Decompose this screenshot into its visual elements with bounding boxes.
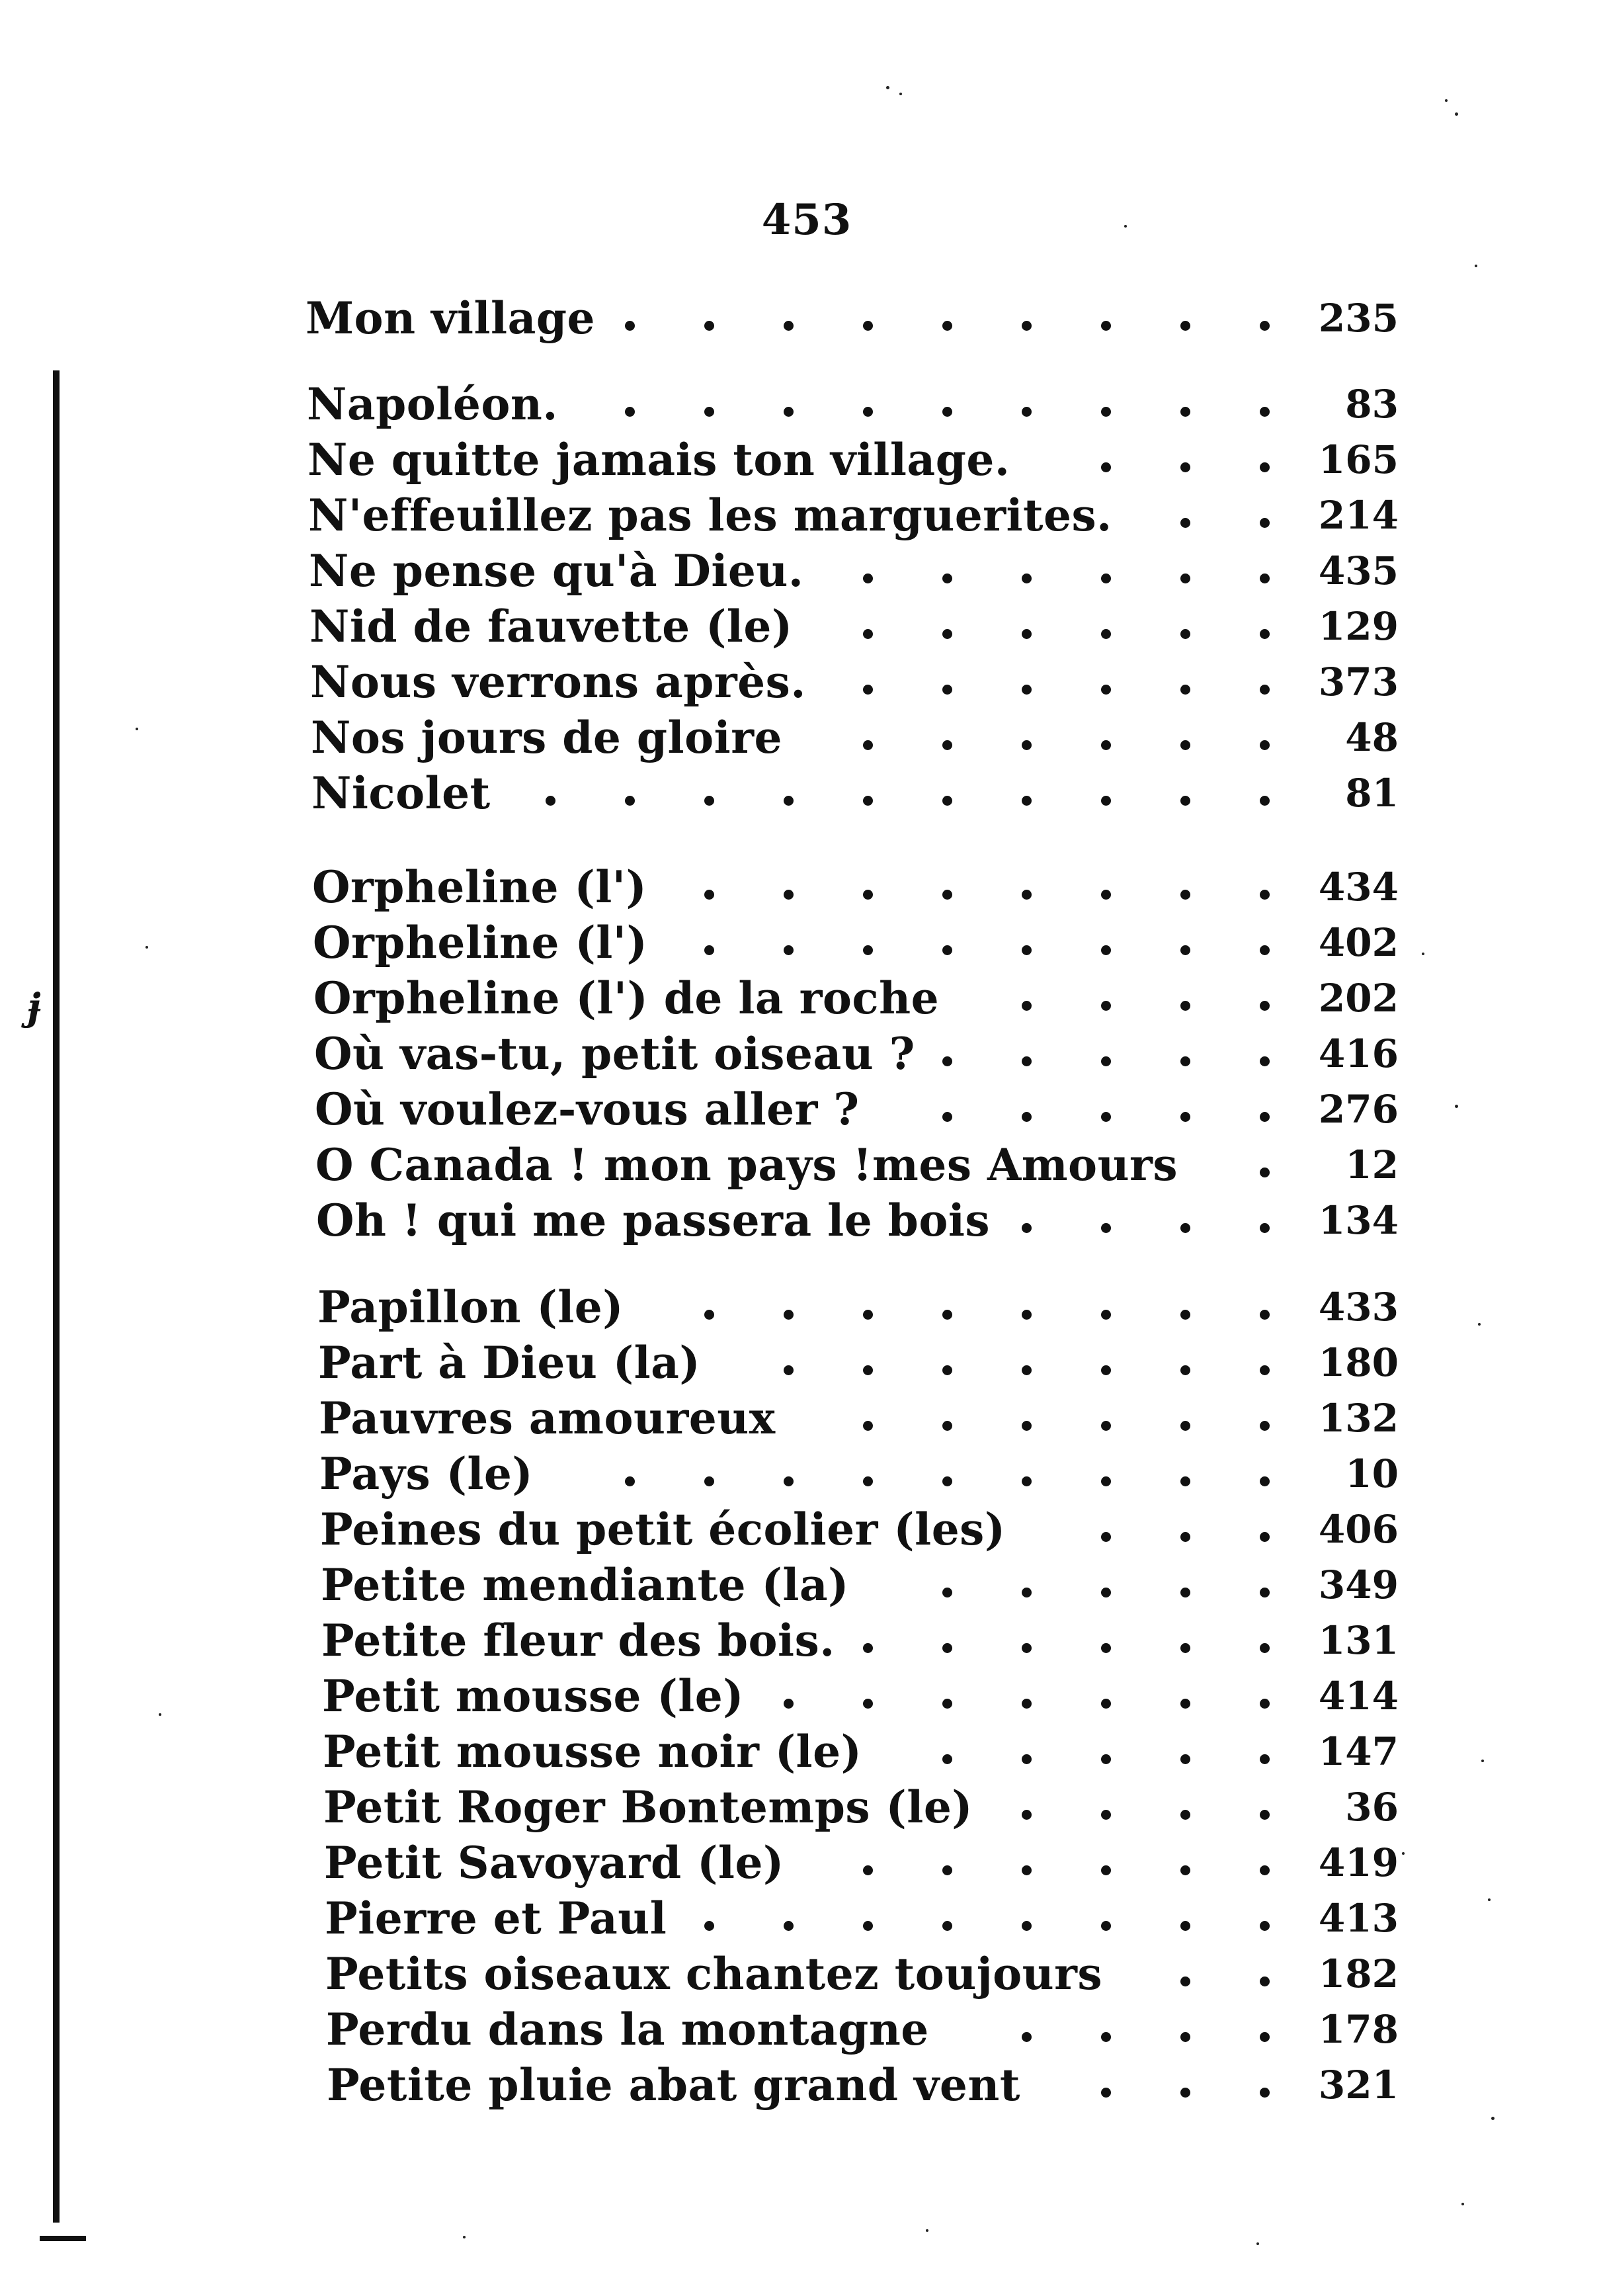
- leader-dot: [704, 1921, 714, 1931]
- leader-dot: [942, 945, 952, 955]
- entry-title: Ne quitte jamais ton village.: [308, 434, 1010, 486]
- leader-dot: [1101, 1310, 1111, 1320]
- index-entry: [311, 710, 1399, 765]
- leader-dot: [1101, 1588, 1111, 1597]
- page-number: 453: [761, 195, 852, 245]
- scan-speck: [145, 946, 148, 949]
- leader-dot: [1022, 1001, 1032, 1011]
- entry-page-number: 12: [1345, 1142, 1399, 1187]
- leader-dot: [1260, 796, 1270, 806]
- leader-dot: [863, 1310, 873, 1320]
- entry-title: Nid de fauvette (le): [309, 601, 793, 652]
- leader-dot: [704, 407, 714, 417]
- leader-dot: [863, 1865, 873, 1875]
- leader-dot: [1022, 1588, 1032, 1597]
- leader-dot: [1180, 1810, 1190, 1820]
- leader-dot: [625, 796, 635, 806]
- entry-title: Où voulez-vous aller ?: [315, 1084, 860, 1135]
- leader-dot: [942, 796, 952, 806]
- leader-dot: [1180, 1112, 1190, 1122]
- leader-dot: [1180, 945, 1190, 955]
- index-entry: [306, 291, 1399, 345]
- scan-speck: [886, 86, 889, 89]
- index-entry: [308, 433, 1399, 487]
- entry-title: Orpheline (l'): [313, 917, 648, 968]
- leader-dot: [1260, 1865, 1270, 1875]
- index-entry: [326, 2002, 1399, 2057]
- leader-dot: [1180, 1588, 1190, 1597]
- leader-dot: [784, 321, 794, 331]
- index-entry: [309, 544, 1399, 598]
- entry-page-number: 435: [1318, 548, 1399, 593]
- leader-dot: [942, 1754, 952, 1764]
- index-entry: [325, 1947, 1399, 2001]
- leader-dot: [1101, 796, 1111, 806]
- leader-dot: [1101, 1223, 1111, 1233]
- entry-page-number: 402: [1318, 920, 1399, 965]
- leader-dot: [1022, 1865, 1032, 1875]
- leader-dot: [1180, 2088, 1190, 2098]
- leader-dot: [1022, 1810, 1032, 1820]
- leader-dot: [942, 321, 952, 331]
- leader-dot: [942, 740, 952, 750]
- entry-title: Perdu dans la montagne: [326, 2004, 929, 2055]
- leader-dot: [1101, 685, 1111, 695]
- leader-dot: [863, 945, 873, 955]
- leader-dot: [863, 321, 873, 331]
- leader-dot: [1101, 1754, 1111, 1764]
- index-entry: [325, 1891, 1399, 1945]
- leader-dot: [704, 945, 714, 955]
- entry-page-number: 419: [1318, 1840, 1399, 1885]
- index-entry: [312, 860, 1399, 914]
- scan-speck: [1124, 225, 1127, 228]
- leader-dot: [1180, 1421, 1190, 1431]
- leader-dot: [1101, 1476, 1111, 1486]
- entry-page-number: 165: [1318, 437, 1399, 482]
- leader-dot: [1260, 740, 1270, 750]
- index-entry: [314, 1027, 1399, 1081]
- leader-dot: [1101, 574, 1111, 583]
- index-entry: [310, 655, 1399, 709]
- leader-dot: [942, 1310, 952, 1320]
- scan-speck: [1422, 953, 1424, 955]
- entry-page-number: 202: [1318, 976, 1399, 1021]
- leader-dot: [1022, 890, 1032, 900]
- scan-speck: [899, 93, 902, 95]
- leader-dot: [1101, 2088, 1111, 2098]
- leader-dot: [1180, 1754, 1190, 1764]
- entry-title: Petit mousse (le): [322, 1670, 745, 1722]
- leader-dot: [863, 629, 873, 639]
- scan-speck: [1475, 265, 1477, 267]
- leader-dot: [1180, 1921, 1190, 1931]
- leader-dot: [1260, 629, 1270, 639]
- leader-dot: [704, 796, 714, 806]
- entry-title: Oh ! qui me passera le bois: [316, 1195, 991, 1246]
- leader-dot: [546, 796, 555, 806]
- leader-dot: [1101, 740, 1111, 750]
- leader-dot: [863, 1643, 873, 1653]
- entry-title: Pauvres amoureux: [319, 1392, 776, 1444]
- leader-dot: [1180, 518, 1190, 528]
- entry-title: Nicolet: [311, 767, 491, 819]
- leader-dot: [1022, 1699, 1032, 1709]
- leader-dot: [863, 740, 873, 750]
- leader-dot: [784, 1921, 794, 1931]
- leader-dot: [1180, 1643, 1190, 1653]
- leader-dot: [1101, 1532, 1111, 1542]
- entry-title: Mon village: [306, 292, 596, 344]
- entry-page-number: 81: [1345, 771, 1399, 816]
- leader-dot: [942, 1365, 952, 1375]
- leader-dot: [1180, 462, 1190, 472]
- leader-dot: [1101, 407, 1111, 417]
- leader-dot: [784, 1699, 794, 1709]
- entry-title: N'effeuillez pas les marguerites.: [308, 489, 1112, 541]
- leader-dot: [1260, 1699, 1270, 1709]
- entry-title: Orpheline (l'): [312, 861, 647, 913]
- leader-dot: [863, 1365, 873, 1375]
- index-entry: [319, 1447, 1399, 1501]
- leader-dot: [1022, 1421, 1032, 1431]
- leader-dot: [1260, 2088, 1270, 2098]
- leader-dot: [1180, 1056, 1190, 1066]
- leader-dot: [1101, 1421, 1111, 1431]
- leader-dot: [1101, 1810, 1111, 1820]
- leader-dot: [784, 796, 794, 806]
- entry-title: Petite fleur des bois.: [321, 1615, 835, 1666]
- leader-dot: [784, 945, 794, 955]
- binding-edge: [53, 370, 60, 2223]
- leader-dot: [863, 1476, 873, 1486]
- leader-dot: [1022, 1921, 1032, 1931]
- leader-dot: [625, 321, 635, 331]
- leader-dot: [1022, 740, 1032, 750]
- index-entry: [323, 1724, 1399, 1779]
- leader-dot: [625, 407, 635, 417]
- leader-dot: [942, 1421, 952, 1431]
- leader-dot: [1260, 1310, 1270, 1320]
- leader-dot: [1260, 1810, 1270, 1820]
- leader-dot: [1022, 629, 1032, 639]
- leader-dot: [1101, 1865, 1111, 1875]
- leader-dot: [1260, 1643, 1270, 1653]
- entry-page-number: 134: [1318, 1198, 1399, 1243]
- margin-note: ɉ: [26, 986, 41, 1029]
- leader-dot: [1101, 1365, 1111, 1375]
- leader-dot: [1260, 685, 1270, 695]
- entry-page-number: 373: [1318, 659, 1399, 704]
- leader-dot: [1022, 321, 1032, 331]
- leader-dot: [1260, 1532, 1270, 1542]
- leader-dot: [1260, 890, 1270, 900]
- entry-title: Petit Roger Bontemps (le): [323, 1781, 973, 1833]
- leader-dot: [1260, 518, 1270, 528]
- binding-base: [40, 2236, 86, 2241]
- leader-dot: [1180, 685, 1190, 695]
- leader-dot: [863, 407, 873, 417]
- leader-dot: [1101, 1056, 1111, 1066]
- leader-dot: [1101, 890, 1111, 900]
- leader-dot: [1260, 1223, 1270, 1233]
- leader-dot: [863, 1699, 873, 1709]
- leader-dot: [1022, 1754, 1032, 1764]
- entry-title: Petits oiseaux chantez toujours: [325, 1948, 1103, 2000]
- leader-dot: [1180, 1365, 1190, 1375]
- entry-title: Nos jours de gloire: [311, 712, 782, 763]
- leader-dot: [784, 1365, 794, 1375]
- leader-dot: [942, 629, 952, 639]
- leader-dot: [1180, 574, 1190, 583]
- entry-title: Petit Savoyard (le): [324, 1837, 784, 1889]
- leader-dot: [863, 1921, 873, 1931]
- leader-dot: [942, 1921, 952, 1931]
- entry-title: Part à Dieu (la): [318, 1337, 701, 1388]
- entry-page-number: 83: [1345, 382, 1399, 427]
- leader-dot: [1022, 574, 1032, 583]
- scan-speck: [1461, 2203, 1464, 2205]
- leader-dot: [1260, 1001, 1270, 1011]
- leader-dot: [1101, 2032, 1111, 2042]
- entry-title: Napoléon.: [307, 378, 558, 430]
- entry-title: O Canada ! mon pays !mes Amours: [315, 1139, 1178, 1191]
- leader-dot: [863, 890, 873, 900]
- scan-speck: [1491, 2117, 1495, 2120]
- index-entry: [324, 1836, 1399, 1890]
- leader-dot: [1260, 407, 1270, 417]
- index-entry: [317, 1280, 1399, 1334]
- index-entry: [321, 1613, 1399, 1668]
- leader-dot: [1101, 1643, 1111, 1653]
- scan-speck: [1402, 1852, 1405, 1855]
- index-entry: [319, 1391, 1399, 1445]
- leader-dot: [1180, 890, 1190, 900]
- leader-dot: [1260, 1754, 1270, 1764]
- scan-speck: [1455, 112, 1458, 116]
- index-entry: [308, 488, 1399, 542]
- entry-title: Petit mousse noir (le): [323, 1726, 862, 1777]
- index-entry: [323, 1780, 1399, 1834]
- scan-speck: [1455, 1105, 1458, 1108]
- leader-dot: [784, 407, 794, 417]
- entry-title: Petite mendiante (la): [321, 1559, 849, 1611]
- index-entry: [320, 1502, 1399, 1556]
- leader-dot: [1260, 1476, 1270, 1486]
- leader-dot: [1022, 1310, 1032, 1320]
- leader-dot: [1022, 2032, 1032, 2042]
- leader-dot: [942, 1056, 952, 1066]
- leader-dot: [1260, 1977, 1270, 1986]
- leader-dot: [942, 1643, 952, 1653]
- leader-dot: [1101, 1699, 1111, 1709]
- scan-speck: [926, 2229, 928, 2232]
- entry-page-number: 10: [1345, 1451, 1399, 1496]
- entry-page-number: 182: [1318, 1951, 1399, 1996]
- entry-page-number: 433: [1318, 1285, 1399, 1330]
- leader-dot: [863, 685, 873, 695]
- leader-dot: [1180, 740, 1190, 750]
- leader-dot: [784, 1310, 794, 1320]
- leader-dot: [1101, 462, 1111, 472]
- leader-dot: [1180, 1699, 1190, 1709]
- index-entry: [327, 2058, 1399, 2112]
- entry-page-number: 416: [1318, 1031, 1399, 1076]
- entry-page-number: 180: [1318, 1340, 1399, 1385]
- entry-page-number: 36: [1345, 1785, 1399, 1830]
- entry-title: Peines du petit écolier (les): [320, 1504, 1006, 1555]
- leader-dot: [1180, 796, 1190, 806]
- leader-dot: [942, 1476, 952, 1486]
- leader-dot: [1101, 945, 1111, 955]
- leader-dot: [1180, 1310, 1190, 1320]
- leader-dot: [1022, 1643, 1032, 1653]
- entry-page-number: 413: [1318, 1896, 1399, 1941]
- leader-dot: [942, 1865, 952, 1875]
- leader-dot: [1022, 1365, 1032, 1375]
- leader-dot: [1180, 1865, 1190, 1875]
- leader-dot: [1022, 1056, 1032, 1066]
- leader-dot: [1022, 1476, 1032, 1486]
- entry-title: Papillon (le): [317, 1281, 624, 1333]
- leader-dot: [942, 1699, 952, 1709]
- scan-speck: [463, 2236, 466, 2238]
- leader-dot: [704, 1476, 714, 1486]
- leader-dot: [863, 574, 873, 583]
- index-entry: [321, 1558, 1399, 1612]
- leader-dot: [1180, 1223, 1190, 1233]
- leader-dot: [1260, 462, 1270, 472]
- entry-page-number: 214: [1318, 493, 1399, 538]
- index-entry: [315, 1138, 1399, 1192]
- entry-page-number: 321: [1318, 2062, 1399, 2107]
- leader-dot: [784, 890, 794, 900]
- entry-title: Ne pense qu'à Dieu.: [309, 545, 804, 597]
- leader-dot: [1101, 629, 1111, 639]
- leader-dot: [1101, 1001, 1111, 1011]
- entry-page-number: 434: [1318, 865, 1399, 910]
- leader-dot: [942, 1588, 952, 1597]
- index-entry: [315, 1082, 1399, 1136]
- scan-speck: [1445, 99, 1448, 102]
- index-entry: [307, 377, 1399, 431]
- leader-dot: [1260, 1168, 1270, 1177]
- leader-dot: [1260, 2032, 1270, 2042]
- entry-page-number: 131: [1318, 1618, 1399, 1663]
- entry-title: Orpheline (l') de la roche: [313, 972, 940, 1024]
- leader-dot: [942, 890, 952, 900]
- scan-speck: [1488, 1898, 1491, 1901]
- entry-page-number: 406: [1318, 1507, 1399, 1552]
- leader-dot: [863, 796, 873, 806]
- leader-dot: [1260, 321, 1270, 331]
- entry-page-number: 147: [1318, 1729, 1399, 1774]
- scan-speck: [1481, 1760, 1484, 1762]
- leader-dot: [1180, 1977, 1190, 1986]
- leader-dot: [942, 1112, 952, 1122]
- entry-page-number: 178: [1318, 2007, 1399, 2052]
- leader-dot: [1260, 1112, 1270, 1122]
- scan-speck: [1478, 1323, 1481, 1326]
- entry-page-number: 129: [1318, 604, 1399, 649]
- entry-page-number: 349: [1318, 1562, 1399, 1607]
- leader-dot: [1260, 1921, 1270, 1931]
- leader-dot: [704, 321, 714, 331]
- entry-title: Petite pluie abat grand vent: [327, 2059, 1020, 2111]
- leader-dot: [1022, 945, 1032, 955]
- entry-page-number: 48: [1345, 715, 1399, 760]
- leader-dot: [704, 1310, 714, 1320]
- leader-dot: [1260, 1421, 1270, 1431]
- scan-speck: [159, 1713, 161, 1716]
- index-entry: [318, 1336, 1399, 1390]
- leader-dot: [1022, 1223, 1032, 1233]
- leader-dot: [1180, 321, 1190, 331]
- entry-title: Pierre et Paul: [325, 1892, 667, 1944]
- leader-dot: [1180, 1001, 1190, 1011]
- leader-dot: [942, 407, 952, 417]
- leader-dot: [784, 1476, 794, 1486]
- index-entry: [322, 1669, 1399, 1723]
- index-entry: [311, 766, 1399, 820]
- leader-dot: [942, 685, 952, 695]
- leader-dot: [942, 574, 952, 583]
- leader-dot: [625, 1476, 635, 1486]
- entry-page-number: 132: [1318, 1396, 1399, 1441]
- index-entry: [313, 915, 1399, 970]
- entry-title: Nous verrons après.: [310, 656, 806, 708]
- leader-dot: [1180, 1476, 1190, 1486]
- entry-page-number: 276: [1318, 1087, 1399, 1132]
- leader-dot: [1260, 1588, 1270, 1597]
- leader-dot: [1180, 2032, 1190, 2042]
- index-entry: [309, 599, 1399, 654]
- index-entry: [313, 971, 1399, 1025]
- entry-title: Où vas-tu, petit oiseau ?: [314, 1028, 915, 1080]
- leader-dot: [1022, 1112, 1032, 1122]
- leader-dot: [1022, 796, 1032, 806]
- leader-dot: [1180, 407, 1190, 417]
- leader-dot: [704, 890, 714, 900]
- leader-dot: [1260, 574, 1270, 583]
- entry-title: Pays (le): [319, 1448, 534, 1500]
- leader-dot: [1260, 1365, 1270, 1375]
- leader-dot: [1101, 1921, 1111, 1931]
- leader-dot: [1180, 629, 1190, 639]
- index-entry: [316, 1193, 1399, 1248]
- leader-dot: [1260, 1056, 1270, 1066]
- scan-speck: [1256, 2242, 1259, 2245]
- entry-page-number: 235: [1318, 296, 1399, 341]
- leader-dot: [1180, 1532, 1190, 1542]
- leader-dot: [1260, 945, 1270, 955]
- entry-page-number: 414: [1318, 1674, 1399, 1719]
- leader-dot: [1022, 407, 1032, 417]
- leader-dot: [1101, 1112, 1111, 1122]
- leader-dot: [1022, 685, 1032, 695]
- scan-speck: [136, 728, 138, 730]
- leader-dot: [1101, 321, 1111, 331]
- leader-dot: [863, 1421, 873, 1431]
